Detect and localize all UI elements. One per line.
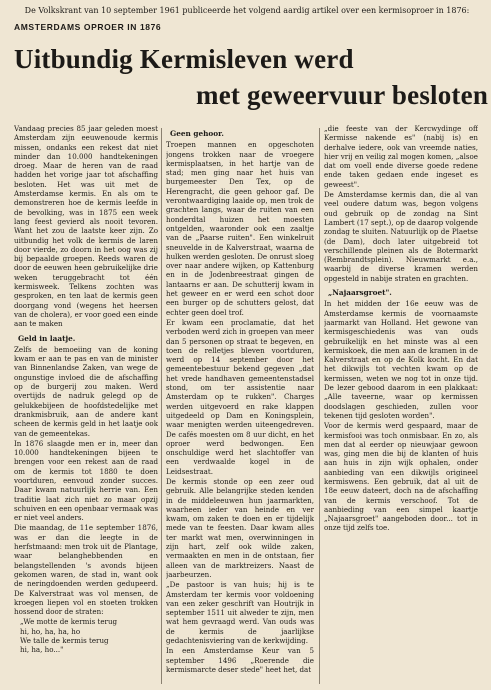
song-line: hi, ho, ha, ha, ho — [20, 626, 81, 636]
song-line: We talle de kermis terug — [20, 636, 109, 646]
section-subheading: Geld in laatje. — [18, 333, 76, 343]
article-column-3 — [324, 124, 478, 688]
article-paragraph: In het midden der 16e eeuw was de Amsterdamse kermis de voornaamste jaarmarkt van Holland. Het gewone van kermisgeschiedenis was van ouds gebruikelijk en het minste was al een kermiskoek, die men aan de kramen in de Kalverstraat en op de Kolk kocht. En dat het dikwijls tot vechten kwam op de kermissen, weten we nog tot in onze tijd. De lezer gebood daarom in een plakkaat: „Alle taveerne, waar op kermissen doodslagen geschieden, zullen voor tekenen tijd gesloten worden". — [324, 299, 478, 420]
article-paragraph: De kermis stonde op een zeer oud gebruik. Alle belangrijke steden kenden in de middeleeuwen hun jaarmarkten, waarheen ieder van heinde en ver kwam, om zaken te doen en er tijdelijk mede van te feesten. Daar kwam alles ter markt wat men, overwinningen in zijn hart, zelf ook wilde zaken, vermaakten en men in de ontstaan, fier alleen van de marktreizers. Naast de jaarbeurzen. — [166, 476, 314, 579]
article-paragraph: „De pastoor is van huis; hij is te Amsterdam ter kermis voor voldoening van een zeker geschrift van Houtrijk in september 1511 uit alweder te zijn, men wat hem gevraagd werd. Van ouds was de kermis de jaarlijkse gedachtenisviering van de kerkwijding. — [166, 580, 314, 646]
headline-line-2: met geweervuur besloten — [196, 80, 489, 110]
article-paragraph: De Amsterdamse kermis dan, die al van veel oudere datum was, begon volgens oud gebruik op de zondag na Sint Lambert (17 sept.), op de daarop volgende zondag te sluiten. Natuurlijk op de Plaetse (de Dam), doch later uitgebreid tot verschillende pleinen als de Botermarkt (Rembrandtsplein). Nieuwmarkt e.a., waarbij de diverse kramen werden opgesteld in nabije straten en grachten. — [324, 190, 478, 283]
column-divider — [161, 128, 162, 684]
column-divider — [319, 128, 320, 684]
article-paragraph: Zelfs de bemoeiing van de koning kwam er aan te pas en van de minister van Binnenlandse Zaken, van wege de ongunstige invloed die de afschaffing op de burgerij zou maken. Werd overtijds de nadruk gelegd op de gelukkebijeen de hoofdstedelijke met drankmisbruik, aan de andere kant scheen de kermis geld in het laatje ook van de gemeentekas. — [14, 344, 158, 438]
article-paragraph: Vandaag precies 85 jaar geleden moest Amsterdam zijn eeuwenoude kermis missen, ondanks een rekest dat niet minder dan 10.000 handtekeningen droeg. Maar de heren van de raad hadden het vorige jaar tot afschaffing besloten. Het was uit met de Amsterdamse kermis. En als om te demonstreren hoe de kermis leefde in de bevolking, was in 1875 een week lang feest gevierd als nooit tevoren. Want het zou de laatste keer zijn. Zo uitbundig het volk de kermis de laren door vierde, zo doorn in het oog was zij bij bepaalde groepen. Reeds waren de door de eeuwen heen gebruikelijke drie weken teruggebracht tot één kermisweek. Telkens zochten was gesproken, en ten laat de kermis geen doorgang vond (wegens het heersen van de cholera), er voor goed een einde aan te maken — [14, 124, 158, 329]
article-paragraph: Er kwam een proclamatie, dat het verboden werd zich in groepen van meer dan 5 personen op straat te begeven, en toen de relletjes bleven voortduren, werd op 14 september door het gemeentebestuur bekend gegeven „dat het vrede handhaven gemeentenstadsel stond, om ter assistentie naar Amsterdam op te rukken". Charges werden uitgevoerd en rake klappen uitgedeeld op Dam en Koningsplein, waar menigten werden uiteengedreven. De cafés moesten om 8 uur dicht, en het oproer werd bedwongen. Een onschuldige werd het slachtoffer van een verdwaalde kogel in de Leidsestraat. — [166, 317, 314, 476]
article-paragraph: Die maandag, de 11e september 1876, was er dan die leegte in de herfstmaand: men trok uit de Plantage, waar belanghebbenden en belangstellenden 's avonds bijeen gekomen waren, de stad in, want ook de neringdoenden werden gedupeerd. De Kalverstraat was vol mensen, de kroegen liepen vol en stoeten trokken hossend door de straten: — [14, 523, 158, 617]
article-column-2 — [166, 124, 314, 688]
article-paragraph: Voor de kermis werd gespaard, maar de kermisfooi was toch onmisbaar. En zo, als men dat al eerder op nieuwjaar gewoon was, ging men die bij de klanten of huis aan huis in zijn wijk ophalen, onder aanbieding van een dikwijls origineel kermiswens. Een gebruik, dat al uit de 18e eeuw dateert, doch na de afschaffing van de kermis verschoof. Tot de aanbieding van een simpel kaartje „Najaarsgroet" aangeboden door... tot in onze tijd zelfs toe. — [324, 421, 478, 533]
song-line: „We motte de kermis terug — [20, 617, 118, 627]
kicker-heading: AMSTERDAMS OPROER IN 1876 — [14, 22, 162, 32]
article-paragraph: Troepen mannen en opgeschoten jongens trokken naar de vroegere kermisplaatsen, in het hartje van de stad; men ging naar het huis van burgemeester Den Tex, op de Herengracht, die geen gehoor gaf. De verontwaardiging laaide op, men trok de grachten langs, waar de ruiten van een honderdtal huizen het moesten ontgelden, waaronder ook een zaaltje van de „Paarse ruiten". Een winkelruit sneuvelde in de Kalverstraat, waarna de hulken werden gesloten. De onrust sloeg over naar andere wijken, op Kattenburg en in de Jodenbreestraat gingen de lantaarns er aan. De schutterij kwam in het geweer en er werd een schot door een burger op de schutters gelost, dat echter geen doel trof. — [166, 140, 314, 317]
section-subheading: Geen gehoor. — [170, 129, 224, 138]
article-paragraph: In 1876 slaagde men er in, meer dan 10.000 handtekeningen bijeen te brengen voor een rekest aan de raad om de kermis tot 1880 te doen voortduren, eenvoud zonder succes. Daar kwam natuurlijk herrie van. Een traditie laat zich niet zo maar opzij schuiven en een openbaar vermaak was er niet veel anders. — [14, 438, 158, 523]
intro-line: De Volkskrant van 10 september 1961 publiceerde het volgend aardig artikel over een kermisoproer in 1876: — [24, 6, 470, 15]
article-column-1 — [14, 124, 158, 688]
song-line: hi, ha, ho..." — [20, 645, 64, 655]
article-paragraph: In een Amsterdamse Keur van 5 september 1496 „Roerende die kermismarcte deser stede" heet het, dat — [166, 646, 314, 674]
headline-line-1: Uitbundig Kermisleven werd — [14, 44, 354, 74]
section-subheading: „Najaarsgroet". — [328, 288, 392, 298]
article-paragraph: „die feeste van der Kercwydinge off Kermisse nakende es" (nabij is) en derhalve iedere, ook van vreemde naties, hier vrij en veilig zal mogen komen, „alsoe dat om voell ende diverse goede redene ende taken gedaen ende ingeset es geweest". — [324, 124, 478, 189]
